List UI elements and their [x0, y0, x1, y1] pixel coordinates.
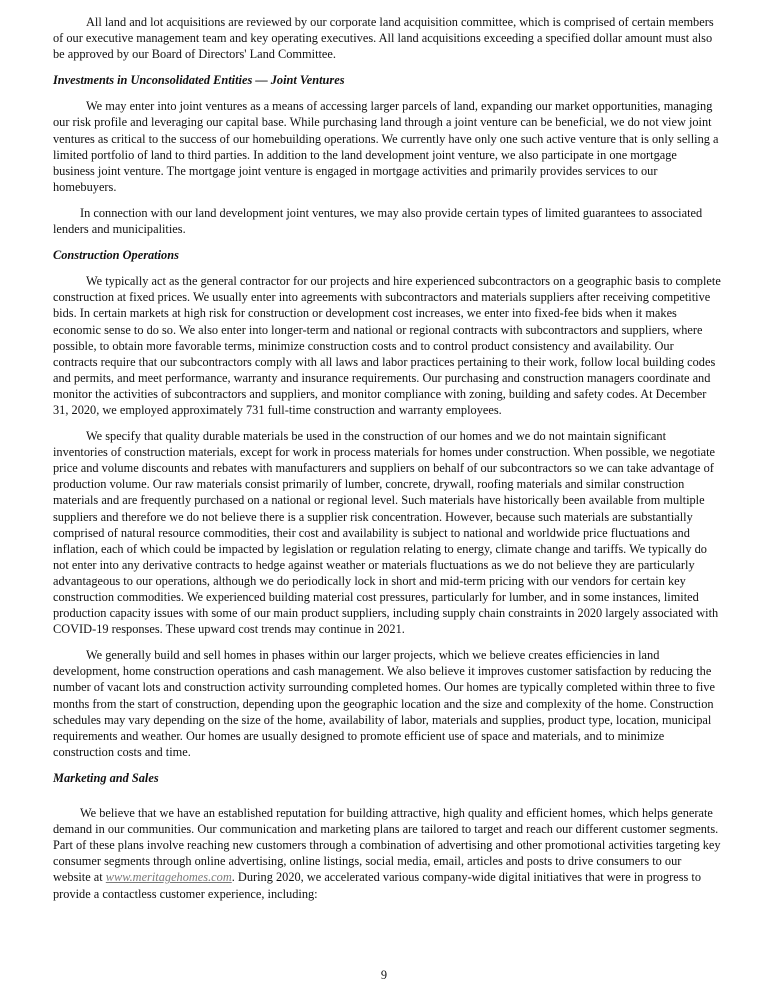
paragraph-marketing: [53, 805, 721, 902]
heading-marketing-and-sales: Marketing and Sales: [53, 770, 159, 785]
paragraph-joint-ventures: We may enter into joint ventures as a means of accessing larger parcels of land, expanding our market opportunities, managing our risk profile and leveraging our capital base. While purchasing land through a joint venture can be beneficial, we do not view joint ventures as critical to the success of our homebuilding operations. We currently have only one such active venture that is only selling a limited portfolio of land to third parties. In addition to the land development joint venture, we also participate in one mortgage business joint venture. The mortgage joint venture is engaged in mortgage activities and primarily provides services to our homebuyers.: [53, 99, 719, 194]
paragraph-materials: We specify that quality durable materials be used in the construction of our homes and we do not maintain significant inventories of construction materials, except for work in process materials for homes under construction. When possible, we negotiate price and volume discounts and rebates with manufacturers and suppliers on behalf of our subcontractors so we can take advantage of production volume. Our raw materials consist primarily of lumber, concrete, drywall, roofing materials and similar construction materials and are frequently purchased on a national or regional level. Such materials have historically been available from multiple suppliers and therefore we do not believe there is a supplier risk concentration. However, because such materials are substantially comprised of natural resource commodities, their cost and availability is subject to national and worldwide price fluctuations and inflation, each of which could be impacted by legislation or regulation relating to energy, climate change and tariffs. We typically do not enter into any derivative contracts to hedge against weather or materials fluctuations as we do not believe they are particularly advantageous to our operations, although we do periodically lock in short and mid-term pricing with our vendors for certain key construction commodities. We experienced building material cost pressures, particularly for lumber, and in some instances, limited production capacity issues with some of our main product suppliers, including supply chain constraints in 2020 largely associated with COVID-19 responses. These upward cost trends may continue in 2021.: [53, 429, 719, 637]
paragraph-general-contractor: We typically act as the general contractor for our projects and hire experienced subcontractors on a geographic basis to complete construction at fixed prices. We usually enter into agreements with subcontractors and materials suppliers after receiving competitive bids. In certain markets at high risk for construction or development cost increases, we enter into fixed-fee bids when it makes economic sense to do so. We also enter into longer-term and national or regional contracts with subcontractors and suppliers, where possible, to obtain more favorable terms, minimize construction costs and to control product consistency and availability. Our contracts require that our subcontractors comply with all laws and labor practices pertaining to their work, follow local building codes and permits, and meet performance, warranty and insurance requirements. Our purchasing and construction managers coordinate and monitor the activities of subcontractors and suppliers, and monitor compliance with zoning, building and safety codes. At December 31, 2020, we employed approximately 731 full-time construction and warranty employees.: [53, 274, 721, 417]
website-link[interactable]: www.meritagehomes.com: [105, 870, 232, 885]
paragraph-land-acquisition-review: All land and lot acquisitions are reviewed by our corporate land acquisition committee, which is comprised of certain members of our executive management team and key operating executives. All land acquisitions exceeding a specified dollar amount must also be approved by our Board of Directors' Land Committee.: [53, 15, 714, 62]
page-number: 9: [380, 968, 388, 982]
marketing-text-before-link: We believe that we have an established reputation for building attractive, high quality and efficient homes, which helps generate demand in our communities. Our communication and marketing plans are tailored to target and reach our different customer segments. Part of these plans involve reaching new customers through a combination of advertising and other promotional activities targeting key consumer segments through online advertising, online listings, social media, email, articles and posts to drive consumers to our website at: [53, 806, 721, 885]
marketing-text-after-link: . During 2020, we accelerated various company-wide digital initiatives that were in progress to provide a contactless customer experience, including:: [53, 870, 702, 901]
heading-construction-operations: Construction Operations: [53, 248, 179, 263]
paragraph-build-phases: We generally build and sell homes in phases within our larger projects, which we believe creates efficiencies in land development, home construction operations and cash management. We also believe it improves customer satisfaction by reducing the number of vacant lots and construction activity surrounding completed homes. Our homes are typically completed within three to five months from the start of construction, depending upon the geographic location and the size and complexity of the home. Construction schedules may vary depending on the size of the home, availability of labor, materials and supplies, product type, location, municipal requirements and weather. Our homes are usually designed to promote efficient use of space and materials, and to minimize construction costs and time.: [53, 648, 715, 759]
document-page: [53, 14, 721, 912]
heading-joint-ventures: Investments in Unconsolidated Entities — Joint Ventures: [53, 73, 345, 88]
paragraph-limited-guarantees: In connection with our land development joint ventures, we may also provide certain types of limited guarantees to associated lenders and municipalities.: [53, 205, 703, 237]
